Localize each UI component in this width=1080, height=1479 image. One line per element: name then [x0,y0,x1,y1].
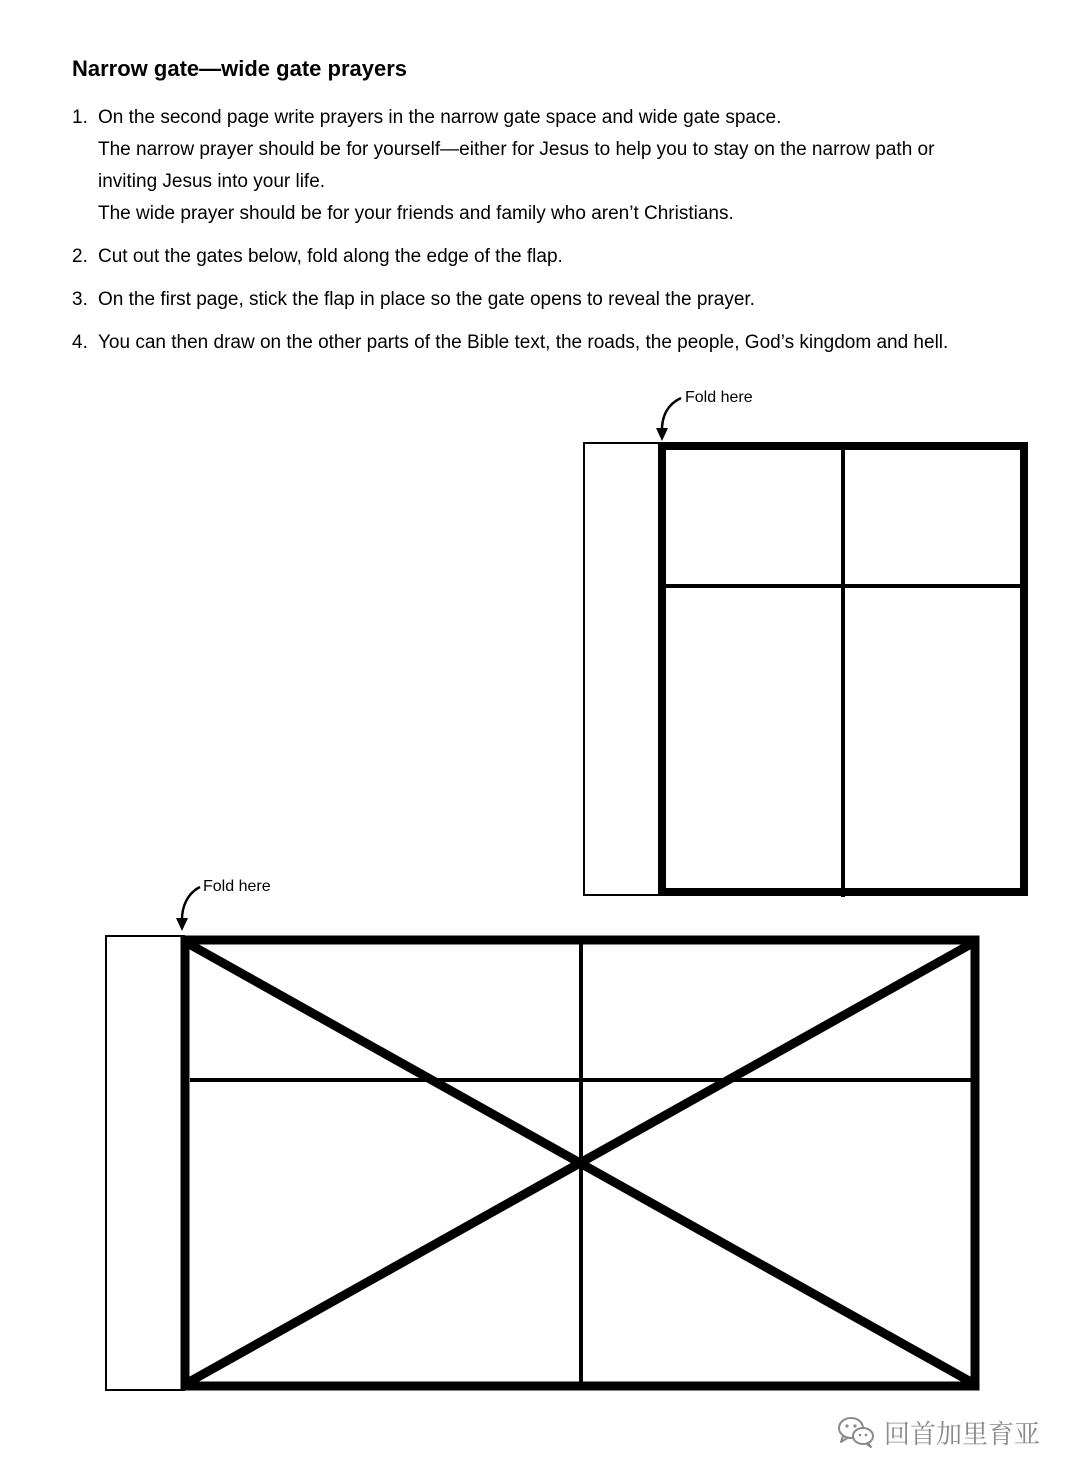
step-text: On the second page write prayers in the narrow gate space and wide gate space. [98,107,782,128]
step-number: 4. [72,332,88,353]
narrow-gate-fold-arrowhead-icon [656,428,668,441]
narrow-gate-flap [584,443,661,895]
wide-gate [106,887,975,1390]
watermark [836,1412,1040,1452]
step-text: On the first page, stick the flap in place so the gate opens to reveal the prayer. [98,289,755,310]
wide-gate-fold-arrowhead-icon [176,918,188,931]
step-text: inviting Jesus into your life. [98,171,326,192]
watermark-text: 回首加里育亚 [884,1419,1041,1450]
step-text: The narrow prayer should be for yourself—either for Jesus to help you to stay on the narrow path or [98,139,935,160]
step-number: 3. [72,289,88,310]
step-text: You can then draw on the other parts of the Bible text, the roads, the people, God’s kingdom and hell. [98,332,949,353]
wechat-icon [836,1415,876,1449]
step-number: 1. [72,107,88,128]
step-number: 2. [72,246,88,267]
narrow-gate [584,398,1024,897]
step-text: The wide prayer should be for your friends and family who aren’t Christians. [98,203,734,224]
narrow-gate-fold-label: Fold here [685,389,753,406]
page-title: Narrow gate—wide gate prayers [72,56,408,81]
wide-gate-fold-label: Fold here [203,878,271,895]
step-text: Cut out the gates below, fold along the edge of the flap. [98,246,563,267]
wide-gate-flap [106,936,184,1390]
